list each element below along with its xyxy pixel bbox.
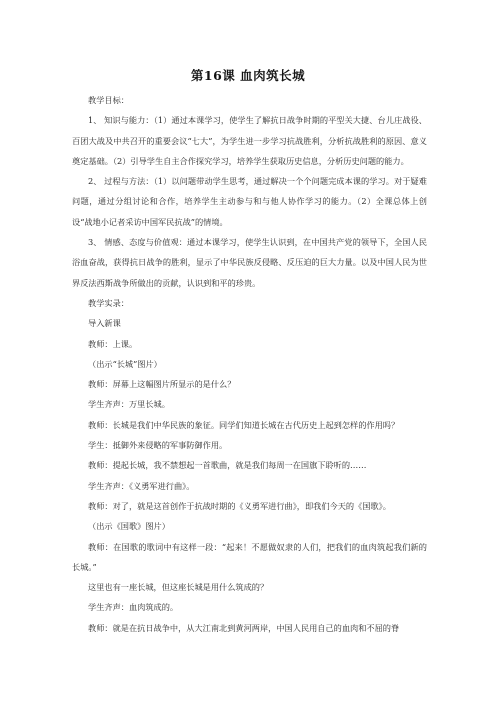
objective-knowledge: 1、 知识与能力：（1）通过本课学习，使学生了解抗日战争时期的平型关大捷、台儿庄战役、百团大战及中共召开的重要会议“七大”，为学生进一步学习抗战胜利，分析抗战胜利的原因、意义奠定基础。（2）引导学生自主合作探究学习，培养学生获取历史信息，分析历史问题的能力。: [72, 115, 427, 166]
dialogue-line: 学生：抵御外来侵略的军事防御作用。: [88, 440, 228, 451]
objective-values: 3、 情感、态度与价值观：通过本课学习，使学生认识到，在中国共产党的领导下，全国人民浴血奋战，获得抗日战争的胜利，显示了中华民族反侵略、反压迫的巨大力量。以及中国人民为世界反法西斯战争所做出的贡献，认识到和平的珍贵。: [72, 237, 427, 288]
dialogue-line: 教师：屏幕上这幅图片所显示的是什么？: [88, 379, 236, 390]
dialogue-line: 这里也有一座长城，但这座长城是用什么筑成的？: [88, 582, 269, 593]
dialogue-line: 学生齐声：万里长城。: [88, 399, 170, 410]
dialogue-line: 教师：在国歌的歌词中有这样一段：“起来！不愿做奴隶的人们，把我们的血肉筑起我们新的长城。”: [72, 541, 427, 572]
dialogue-line: 教师：长城是我们中华民族的象征。同学们知道长城在古代历史上起到怎样的作用吗？: [88, 419, 400, 430]
section-heading-record: 教学实录：: [88, 297, 129, 308]
dialogue-line: 学生齐声：《义勇军进行曲》。: [88, 480, 195, 491]
document-body: [72, 90, 427, 638]
stage-direction: （出示“长城”图片）: [88, 358, 162, 369]
dialogue-line: 教师：提起长城，我不禁想起一首歌曲，就是我们每周一在国旗下聆听的……: [88, 460, 367, 471]
dialogue-line: 教师：上课。: [88, 338, 138, 349]
stage-direction: （出示《国歌》图片）: [88, 521, 170, 532]
dialogue-line: 教师：就是在抗日战争中，从大江南北到黄河两岸，中国人民用自己的血肉和不屈的脊: [88, 622, 400, 633]
dialogue-line: 教师：对了，就是这首创作于抗战时期的《义勇军进行曲》，即我们今天的《国歌》。: [88, 500, 391, 511]
document-title: 第16课 血肉筑长城: [190, 68, 306, 83]
dialogue-line: 学生齐声：血肉筑成的。: [88, 602, 179, 613]
subheading-intro: 导入新课: [88, 318, 121, 329]
objective-process: 2、 过程与方法：（1）以问题带动学生思考，通过解决一个个问题完成本课的学习。对于疑难问题，通过分组讨论和合作，培养学生主动参与和与他人协作学习的能力。（2）全课总体上创设“战地小记者采访中国军民抗战”的情境。: [72, 176, 427, 227]
section-heading-objectives: 教学目标：: [88, 95, 129, 105]
